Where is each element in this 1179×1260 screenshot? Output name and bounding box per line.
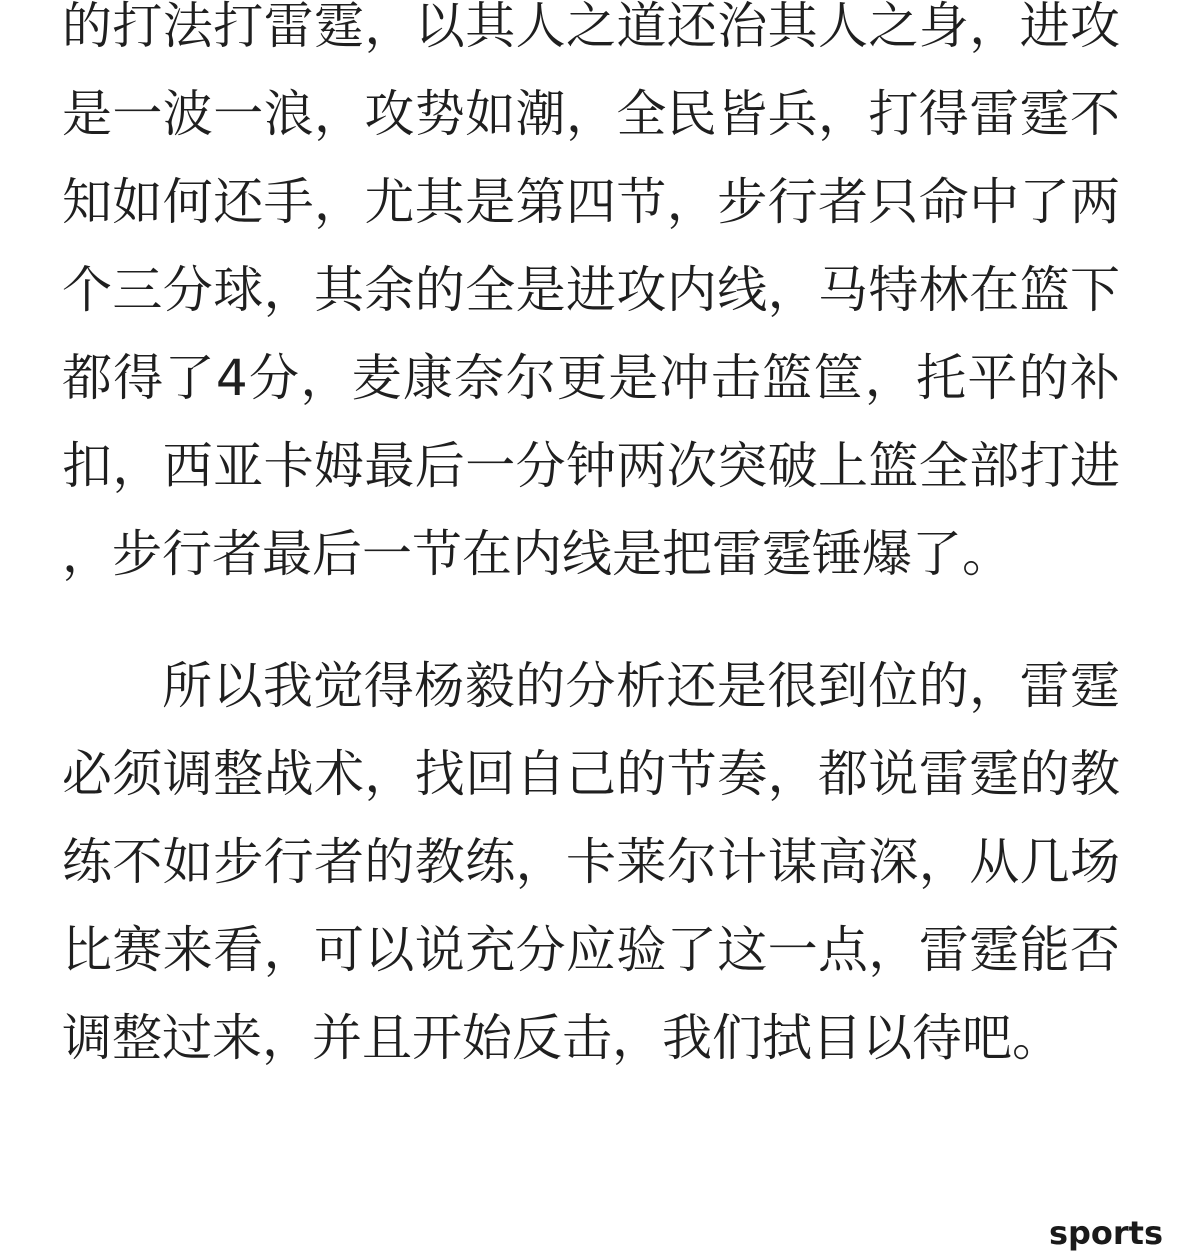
sports-watermark: sports xyxy=(1048,1214,1163,1252)
article-body xyxy=(62,0,1120,1082)
article-paragraph-2: 所以我觉得杨毅的分析还是很到位的，雷霆必须调整战术，找回自己的节奏，都说雷霆的教练不如步行者的教练，卡莱尔计谋高深，从几场比赛来看，可以说充分应验了这一点，雷霆能否调整过来，并且开始反击，我们拭目以待吧。 xyxy=(62,657,1120,1067)
article-paragraph-1: 的打法打雷霆，以其人之道还治其人之身，进攻是一波一浪，攻势如潮，全民皆兵，打得雷霆不知如何还手，尤其是第四节，步行者只命中了两个三分球，其余的全是进攻内线，马特林在篮下都得了4分，麦康奈尔更是冲击篮筐，托平的补扣，西亚卡姆最后一分钟两次突破上篮全部打进，步行者最后一节在内线是把雷霆锤爆了。 xyxy=(62,0,1120,583)
